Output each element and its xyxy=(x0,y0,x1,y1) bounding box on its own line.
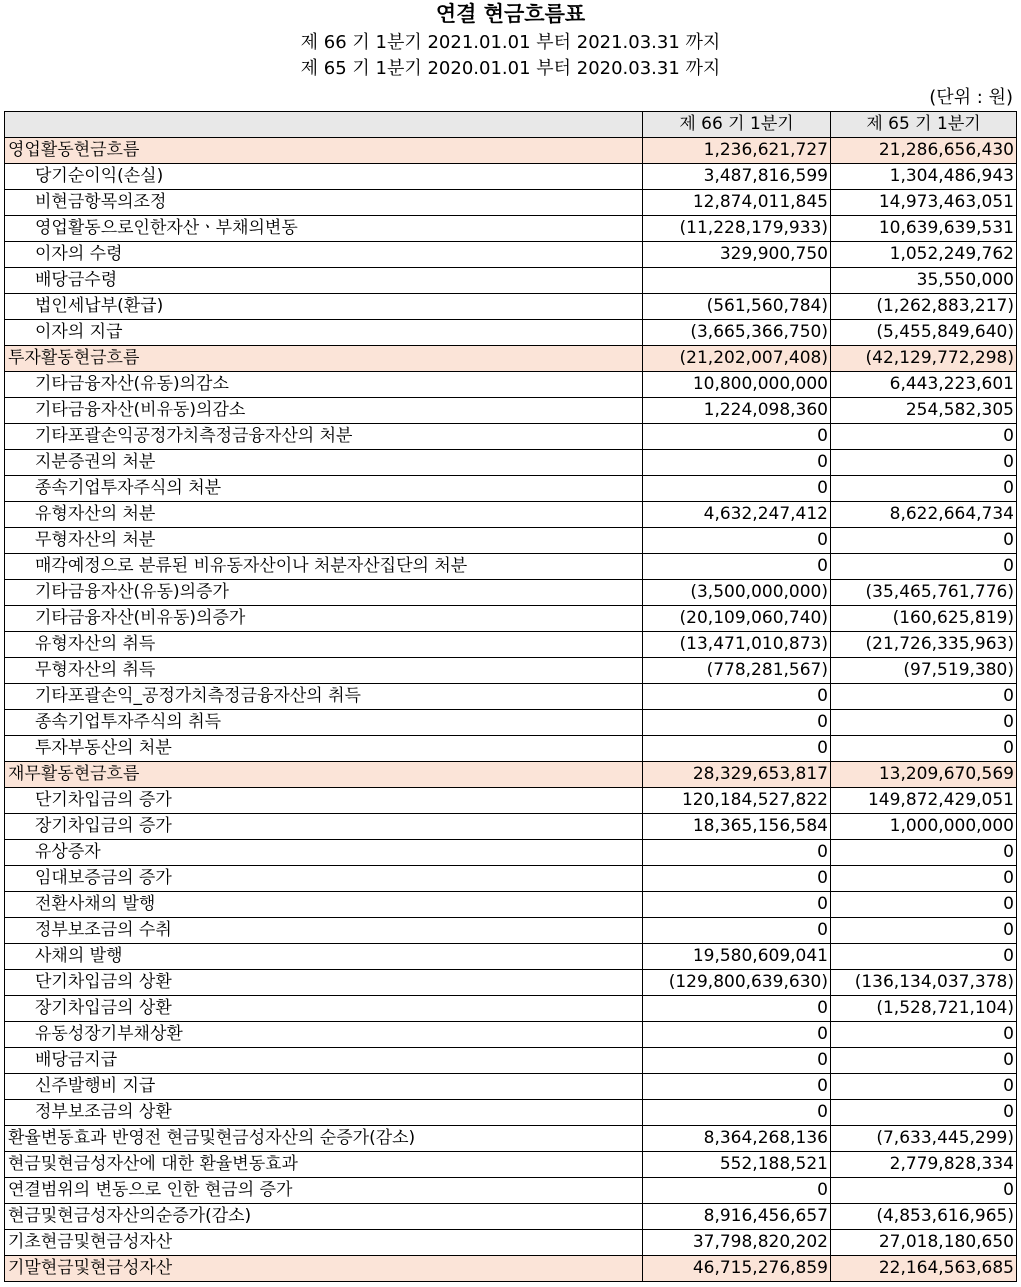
row-value-current: 0 xyxy=(643,1100,831,1126)
row-value-prior: (35,465,761,776) xyxy=(831,580,1017,606)
table-row xyxy=(5,1256,1017,1282)
row-value-current: 329,900,750 xyxy=(643,242,831,268)
row-label: 기초현금및현금성자산 xyxy=(5,1230,643,1256)
row-label: 장기차입금의 증가 xyxy=(5,814,643,840)
row-label: 종속기업투자주식의 처분 xyxy=(5,476,643,502)
row-label: 단기차입금의 상환 xyxy=(5,970,643,996)
table-row xyxy=(5,736,1017,762)
row-value-current: 0 xyxy=(643,1178,831,1204)
row-label: 배당금수령 xyxy=(5,268,643,294)
row-value-current: 0 xyxy=(643,476,831,502)
table-row xyxy=(5,1204,1017,1230)
row-label: 정부보조금의 상환 xyxy=(5,1100,643,1126)
row-value-prior: 8,622,664,734 xyxy=(831,502,1017,528)
table-row xyxy=(5,242,1017,268)
row-value-prior: 21,286,656,430 xyxy=(831,138,1017,164)
table-row xyxy=(5,1230,1017,1256)
row-value-current: 0 xyxy=(643,1022,831,1048)
row-value-prior: (1,528,721,104) xyxy=(831,996,1017,1022)
row-value-prior: 0 xyxy=(831,866,1017,892)
row-label: 유상증자 xyxy=(5,840,643,866)
row-label: 매각예정으로 분류된 비유동자산이나 처분자산집단의 처분 xyxy=(5,554,643,580)
table-row xyxy=(5,918,1017,944)
table-row xyxy=(5,1022,1017,1048)
row-value-current: 3,487,816,599 xyxy=(643,164,831,190)
row-value-prior: 22,164,563,685 xyxy=(831,1256,1017,1282)
row-label: 단기차입금의 증가 xyxy=(5,788,643,814)
table-row xyxy=(5,970,1017,996)
row-value-current: (13,471,010,873) xyxy=(643,632,831,658)
row-value-prior: 0 xyxy=(831,450,1017,476)
row-value-current: 0 xyxy=(643,554,831,580)
table-row xyxy=(5,450,1017,476)
row-value-current: (778,281,567) xyxy=(643,658,831,684)
row-value-prior: 0 xyxy=(831,1048,1017,1074)
row-label: 유형자산의 취득 xyxy=(5,632,643,658)
row-value-current: 552,188,521 xyxy=(643,1152,831,1178)
row-value-prior: 0 xyxy=(831,918,1017,944)
row-value-current: 0 xyxy=(643,450,831,476)
row-value-current: 19,580,609,041 xyxy=(643,944,831,970)
row-value-current: 0 xyxy=(643,918,831,944)
row-value-current: 0 xyxy=(643,710,831,736)
row-label: 사채의 발행 xyxy=(5,944,643,970)
table-row xyxy=(5,814,1017,840)
row-value-prior: (4,853,616,965) xyxy=(831,1204,1017,1230)
table-row xyxy=(5,398,1017,424)
row-value-current: 18,365,156,584 xyxy=(643,814,831,840)
row-value-prior: 6,443,223,601 xyxy=(831,372,1017,398)
row-value-current: 28,329,653,817 xyxy=(643,762,831,788)
row-label: 이자의 수령 xyxy=(5,242,643,268)
table-row xyxy=(5,138,1017,164)
row-label: 당기순이익(손실) xyxy=(5,164,643,190)
row-label: 현금및현금성자산에 대한 환율변동효과 xyxy=(5,1152,643,1178)
row-label: 투자활동현금흐름 xyxy=(5,346,643,372)
row-value-current: (20,109,060,740) xyxy=(643,606,831,632)
row-value-prior: 0 xyxy=(831,1100,1017,1126)
row-value-prior: 0 xyxy=(831,1074,1017,1100)
row-value-current: 0 xyxy=(643,996,831,1022)
row-label: 유동성장기부채상환 xyxy=(5,1022,643,1048)
row-label: 비현금항목의조정 xyxy=(5,190,643,216)
row-label: 신주발행비 지급 xyxy=(5,1074,643,1100)
row-value-current: (129,800,639,630) xyxy=(643,970,831,996)
row-value-prior: 0 xyxy=(831,840,1017,866)
row-value-prior: 1,052,249,762 xyxy=(831,242,1017,268)
row-value-prior: 0 xyxy=(831,424,1017,450)
table-row xyxy=(5,658,1017,684)
table-row xyxy=(5,216,1017,242)
row-value-prior: 0 xyxy=(831,892,1017,918)
table-row xyxy=(5,684,1017,710)
row-label: 영업활동현금흐름 xyxy=(5,138,643,164)
period-current: 제 66 기 1분기 2021.01.01 부터 2021.03.31 까지 xyxy=(300,32,721,53)
table-row xyxy=(5,372,1017,398)
row-label: 투자부동산의 처분 xyxy=(5,736,643,762)
row-value-prior: (7,633,445,299) xyxy=(831,1126,1017,1152)
table-row xyxy=(5,554,1017,580)
row-value-prior: 0 xyxy=(831,554,1017,580)
row-value-prior: 2,779,828,334 xyxy=(831,1152,1017,1178)
row-value-prior: 27,018,180,650 xyxy=(831,1230,1017,1256)
row-value-current: 0 xyxy=(643,1048,831,1074)
table-row xyxy=(5,710,1017,736)
row-value-current: 10,800,000,000 xyxy=(643,372,831,398)
row-value-prior: (21,726,335,963) xyxy=(831,632,1017,658)
row-label: 환율변동효과 반영전 현금및현금성자산의 순증가(감소) xyxy=(5,1126,643,1152)
table-row xyxy=(5,788,1017,814)
row-label: 유형자산의 처분 xyxy=(5,502,643,528)
row-value-prior: (1,262,883,217) xyxy=(831,294,1017,320)
row-label: 영업활동으로인한자산ㆍ부채의변동 xyxy=(5,216,643,242)
table-row xyxy=(5,1074,1017,1100)
table-row xyxy=(5,346,1017,372)
row-value-current: 0 xyxy=(643,1074,831,1100)
row-label: 기말현금및현금성자산 xyxy=(5,1256,643,1282)
row-value-current: 37,798,820,202 xyxy=(643,1230,831,1256)
row-value-prior: (97,519,380) xyxy=(831,658,1017,684)
table-row xyxy=(5,1152,1017,1178)
row-value-current: 1,224,098,360 xyxy=(643,398,831,424)
row-value-current: 8,916,456,657 xyxy=(643,1204,831,1230)
row-value-prior: 254,582,305 xyxy=(831,398,1017,424)
table-row xyxy=(5,606,1017,632)
table-row xyxy=(5,762,1017,788)
row-label: 무형자산의 처분 xyxy=(5,528,643,554)
row-label: 재무활동현금흐름 xyxy=(5,762,643,788)
row-label: 전환사채의 발행 xyxy=(5,892,643,918)
row-value-current: 0 xyxy=(643,866,831,892)
table-row xyxy=(5,320,1017,346)
table-row xyxy=(5,268,1017,294)
row-value-prior: (136,134,037,378) xyxy=(831,970,1017,996)
row-label: 연결범위의 변동으로 인한 현금의 증가 xyxy=(5,1178,643,1204)
row-label: 정부보조금의 수취 xyxy=(5,918,643,944)
table-row xyxy=(5,164,1017,190)
row-value-current: (561,560,784) xyxy=(643,294,831,320)
row-value-current: 0 xyxy=(643,840,831,866)
row-value-current xyxy=(643,268,831,294)
row-value-prior: 1,000,000,000 xyxy=(831,814,1017,840)
table-row xyxy=(5,1178,1017,1204)
row-value-current: 4,632,247,412 xyxy=(643,502,831,528)
row-value-current: 12,874,011,845 xyxy=(643,190,831,216)
table-row xyxy=(5,294,1017,320)
row-value-prior: 0 xyxy=(831,944,1017,970)
table-row xyxy=(5,1048,1017,1074)
row-label: 장기차입금의 상환 xyxy=(5,996,643,1022)
row-value-current: (3,665,366,750) xyxy=(643,320,831,346)
row-label: 지분증권의 처분 xyxy=(5,450,643,476)
row-value-current: (3,500,000,000) xyxy=(643,580,831,606)
row-label: 기타포괄손익공정가치측정금융자산의 처분 xyxy=(5,424,643,450)
row-label: 기타포괄손익_공정가치측정금융자산의 취득 xyxy=(5,684,643,710)
row-value-prior: (160,625,819) xyxy=(831,606,1017,632)
row-label: 무형자산의 취득 xyxy=(5,658,643,684)
row-value-prior: 0 xyxy=(831,528,1017,554)
row-label: 배당금지급 xyxy=(5,1048,643,1074)
table-row xyxy=(5,866,1017,892)
row-value-current: (21,202,007,408) xyxy=(643,346,831,372)
row-value-prior: 149,872,429,051 xyxy=(831,788,1017,814)
table-row xyxy=(5,892,1017,918)
table-row xyxy=(5,996,1017,1022)
table-row xyxy=(5,580,1017,606)
row-value-prior: 0 xyxy=(831,476,1017,502)
row-value-prior: 10,639,639,531 xyxy=(831,216,1017,242)
row-label: 기타금융자산(비유동)의감소 xyxy=(5,398,643,424)
table-body xyxy=(5,138,1017,1282)
row-label: 종속기업투자주식의 취득 xyxy=(5,710,643,736)
table-row xyxy=(5,190,1017,216)
row-value-prior: 0 xyxy=(831,1178,1017,1204)
row-label: 이자의 지급 xyxy=(5,320,643,346)
row-value-prior: (5,455,849,640) xyxy=(831,320,1017,346)
row-value-current: 0 xyxy=(643,892,831,918)
row-value-current: 46,715,276,859 xyxy=(643,1256,831,1282)
row-value-current: 0 xyxy=(643,736,831,762)
row-value-current: 120,184,527,822 xyxy=(643,788,831,814)
table-row xyxy=(5,424,1017,450)
row-label: 기타금융자산(유동)의증가 xyxy=(5,580,643,606)
row-value-current: 1,236,621,727 xyxy=(643,138,831,164)
row-value-prior: 0 xyxy=(831,684,1017,710)
row-value-prior: 14,973,463,051 xyxy=(831,190,1017,216)
table-row xyxy=(5,502,1017,528)
unit-label: (단위 : 원) xyxy=(929,87,1013,108)
table-row xyxy=(5,632,1017,658)
cash-flow-table xyxy=(4,111,1017,1282)
row-value-current: 0 xyxy=(643,424,831,450)
column-header-item xyxy=(5,112,643,138)
row-value-current: 8,364,268,136 xyxy=(643,1126,831,1152)
table-row xyxy=(5,1126,1017,1152)
column-header-prior: 제 65 기 1분기 xyxy=(831,112,1017,138)
row-value-prior: 13,209,670,569 xyxy=(831,762,1017,788)
row-value-prior: 0 xyxy=(831,710,1017,736)
row-value-prior: (42,129,772,298) xyxy=(831,346,1017,372)
row-value-prior: 1,304,486,943 xyxy=(831,164,1017,190)
page-title: 연결 현금흐름표 xyxy=(435,2,586,26)
table-header-row xyxy=(5,112,1017,138)
row-label: 현금및현금성자산의순증가(감소) xyxy=(5,1204,643,1230)
row-value-current: (11,228,179,933) xyxy=(643,216,831,242)
table-row xyxy=(5,476,1017,502)
row-label: 임대보증금의 증가 xyxy=(5,866,643,892)
column-header-current: 제 66 기 1분기 xyxy=(643,112,831,138)
table-row xyxy=(5,528,1017,554)
row-label: 기타금융자산(비유동)의증가 xyxy=(5,606,643,632)
row-value-current: 0 xyxy=(643,684,831,710)
row-label: 기타금융자산(유동)의감소 xyxy=(5,372,643,398)
table-row xyxy=(5,1100,1017,1126)
table-row xyxy=(5,840,1017,866)
period-prior: 제 65 기 1분기 2020.01.01 부터 2020.03.31 까지 xyxy=(300,58,721,79)
row-value-prior: 0 xyxy=(831,736,1017,762)
row-value-prior: 0 xyxy=(831,1022,1017,1048)
row-value-prior: 35,550,000 xyxy=(831,268,1017,294)
row-label: 법인세납부(환급) xyxy=(5,294,643,320)
row-value-current: 0 xyxy=(643,528,831,554)
table-row xyxy=(5,944,1017,970)
